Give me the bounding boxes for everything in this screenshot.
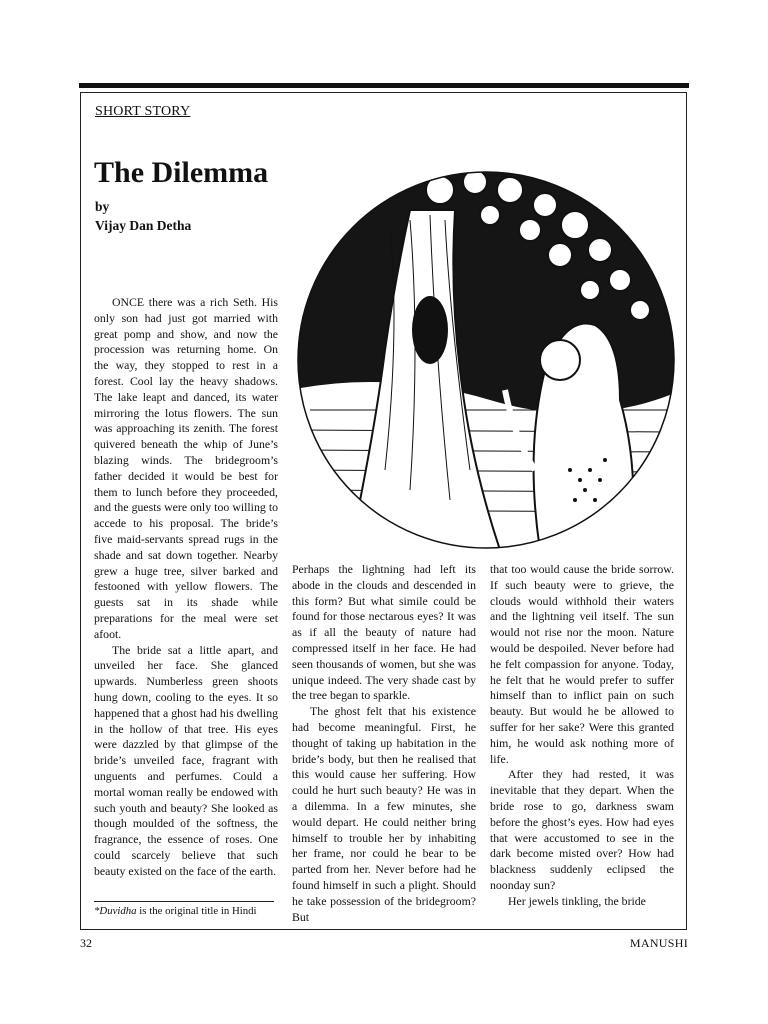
story-illustration bbox=[290, 170, 682, 550]
paragraph: The bride sat a little apart, and unveiled her face. She glanced upwards. Numberless green shoots hung down, cooling to the eyes. It so happened that a ghost had his dwelling in the hollow of that tree. His eyes were dazzled by that glimpse of the bride’s unveiled face, fragrant with unguents and perfumes. Could a mortal woman really be endowed with such youth and beauty? She looked as though moulded of the softness, the fragrance, the essence of roses. One could scarcely believe that such beauty existed on the face of the earth. bbox=[94, 642, 278, 878]
paragraph: Her jewels tinkling, the bride bbox=[508, 893, 646, 908]
text-column-2 bbox=[292, 562, 476, 925]
paragraph: that too would cause the bride sorrow. If such beauty were to grieve, the clouds would withhold their waters and the lightning veil itself. The sun would not rise nor the moon. Nature would be despoiled. Never before had he felt compassion for anyone. Today, he felt that he would prefer to suffer himself than to inflict pain on such beauty. But would he be allowed to suffer for her sake? Were this granted him, he would ask nothing more of life. bbox=[490, 562, 674, 766]
magazine-name: MANUSHI bbox=[629, 936, 688, 950]
top-rule bbox=[79, 83, 689, 88]
paragraph: The ghost felt that his existence had become meaningful. First, he thought of taking up habitation in the bride’s body, but then he realised that this would cause her suffering. How could he hurt such beauty? He was in a dilemma. In a few minutes, she would depart. He could neither bring himself to trouble her by inhabiting her frame, nor could he bear to be parted from her. Never before had he found himself in such a plight. Should he take possession of the bridegroom? But bbox=[292, 704, 476, 924]
footnote bbox=[94, 905, 257, 917]
footnote-text: is the original title in Hindi bbox=[136, 905, 257, 917]
story-title: The Dilemma bbox=[94, 156, 269, 189]
text-column-1 bbox=[94, 295, 278, 879]
footnote-rule bbox=[94, 901, 274, 902]
text-column-3 bbox=[490, 562, 674, 910]
paragraph: ONCE there was a rich Seth. His only son had just got married with great pomp and show, and now the procession was returning home. On the way, they stopped to rest in a forest. Cool lay the heavy shadows. The lake leapt and danced, its water mirroring the lotus flowers. The sun was approaching its zenith. The forest quivered beneath the whip of June’s blazing winds. The bridegroom’s father decided it would be best for them to lunch before they proceeded, and the guests were only too willing to accede to his proposal. The bride’s five maid-servants spread rugs in the shade and sat down together. Nearby grew a huge tree, silver barked and festooned with yellow flowers. The guests sat in its shade while preparations for the meal were set afoot. bbox=[94, 295, 278, 641]
page-number: 32 bbox=[80, 936, 92, 950]
section-label: SHORT STORY bbox=[95, 104, 191, 119]
illustration-scene bbox=[290, 170, 682, 550]
byline bbox=[95, 197, 191, 235]
footnote-term: *Duvidha bbox=[94, 905, 137, 917]
paragraph: Perhaps the lightning had left its abode in the clouds and descended in this form? But what simile could be found for those nectarous eyes? It was as if all the beauty of nature had compressed itself in her face. He had seen thousands of women, but she was unique indeed. The very shade cast by the tree began to sparkle. bbox=[292, 562, 476, 703]
paragraph: After they had rested, it was inevitable that they depart. When the bride rose to go, darkness swam before the ghost’s eyes. How had eyes that were accustomed to see in the dark become misted over? How had blackness suddenly eclipsed the noonday sun? bbox=[490, 767, 674, 892]
byline-by: by bbox=[95, 199, 110, 214]
author-name: Vijay Dan Detha bbox=[95, 218, 192, 233]
